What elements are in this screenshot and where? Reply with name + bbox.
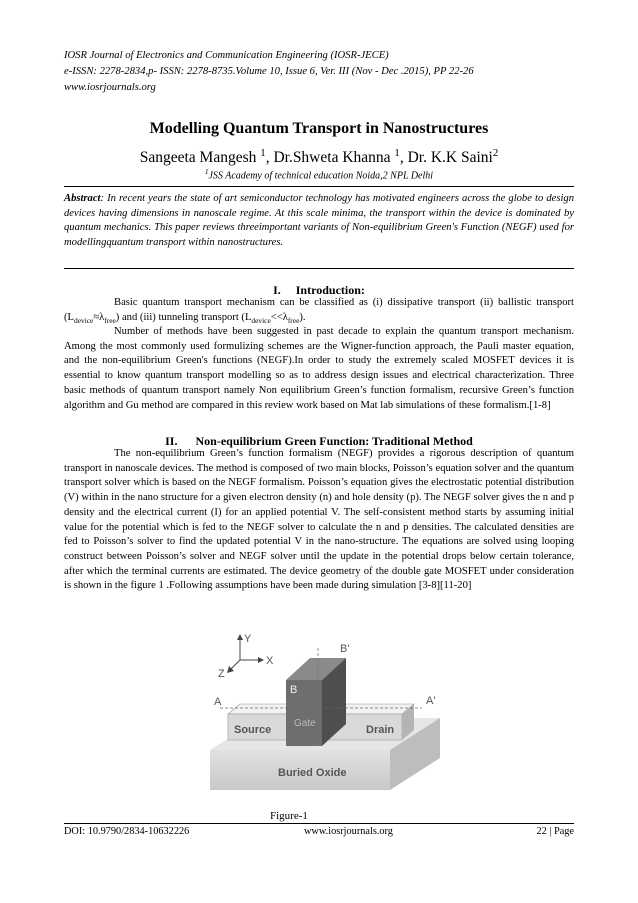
label-b-prime: B' — [340, 643, 350, 655]
label-buried-oxide: Buried Oxide — [278, 767, 347, 779]
axis-label-z: Z — [218, 668, 225, 680]
footer-site[interactable]: www.iosrjournals.org — [304, 826, 393, 837]
journal-issn: e-ISSN: 2278-2834,p- ISSN: 2278-8735.Volume 10, Issue 6, Ver. III (Nov - Dec .2015), PP 22-26 — [64, 66, 474, 77]
axis-label-y: Y — [244, 633, 252, 645]
intro-paragraph-2: Number of methods have been suggested in past decade to explain the quantum transport mechanism. Among the most commonly used formulizing schemes are the Wigner-function approach, the Pauli master equation, and the non-equilibrium Green's functions (NEGF).In order to study the extremely scaled MOSFET devices it is essential to know quantum transport modelling so as to address design issues and electrical characterization. Three basic methods of quantum transport namely Non equilibrium Green’s function formalism, recursive Green’s function algorithm and Gu method are compared in this review work based on Mat lab simulations of these formalism.[1-8] — [64, 326, 574, 411]
label-gate: Gate — [294, 718, 316, 729]
paper-title: Modelling Quantum Transport in Nanostructures — [149, 120, 489, 137]
label-source: Source — [234, 724, 272, 736]
figure-caption: Figure-1 — [270, 810, 308, 822]
abstract-label: Abstract — [64, 193, 101, 204]
axis-label-x: X — [266, 655, 274, 667]
label-b: B — [290, 684, 298, 696]
abstract-bottom-rule — [64, 268, 574, 269]
author-line: Sangeeta Mangesh $^1$, Dr.Shweta Khanna $^1$, Dr. K.K Saini$^2$ — [139, 147, 499, 167]
footer-page: 22 | Page — [536, 826, 574, 837]
footer-rule — [64, 823, 574, 824]
footer-doi: DOI: 10.9790/2834-10632226 — [64, 826, 190, 837]
label-a-prime: A' — [426, 695, 436, 707]
affiliation: $^1$JSS Academy of technical education Noida,2 NPL Delhi — [204, 168, 434, 182]
label-a: A — [214, 696, 222, 708]
negf-paragraph: The non-equilibrium Green’s function formalism (NEGF) provides a rigorous description of quantum transport in nanoscale devices. The method is composed of two main blocks, Poisson’s equation solver and the quantum transport solver which is based on the NEGF formalism. Poisson’s equation gives the electrostatic potential distribution (V) within in the nano structure for a given electron density (n) and hole density (p). The NEGF solver gives the n and p density and the electrical current (I) for an applied potential V. The self-consistent method starts by assuming initial value for the potential which is fed to the NEGF solver to calculate the n and p densities. The calculated densities are fed to Poisson’s solver to find the updated potential V in the nano-structure. The equations are solved using looping construct between Poisson’s solver and NEGF solver until the update in the potential drops below certain tolerance, after which the terminal currents are estimated. The device geometry of the double gate MOSFET under consideration is shown in the figure 1 .Following assumptions have been made during simulation [3-8][11-20] — [64, 448, 574, 592]
intro-paragraph-1: Basic quantum transport mechanism can be classified as (i) dissipative transport (ii) ballistic transport $(L_{device}\approx\lambda_{free})$ and (iii) tunneling transport $(L_{device}<<\lambda_{free})$. — [64, 297, 574, 325]
abstract-top-rule — [64, 186, 574, 187]
section-1-heading: I. Introduction: — [273, 283, 365, 297]
mosfet-figure — [190, 630, 460, 810]
abstract-text: : In recent years the state of art semiconductor technology has motivated engineers across the globe to design devices having dimensions in nanoscale regime. At this scale minima, the transport within the device is dominated by quantum mechanics. This paper reviews threeimportant variants of Non-equilibrium Green's Function (NEGF) used for modellingquantum transport within nanostructures. — [64, 193, 574, 248]
journal-name: IOSR Journal of Electronics and Communication Engineering (IOSR-JECE) — [64, 50, 389, 61]
journal-website[interactable]: www.iosrjournals.org — [64, 82, 156, 93]
section-2-heading: II. Non-equilibrium Green Function: Traditional Method — [165, 434, 473, 448]
abstract — [64, 192, 574, 250]
label-drain: Drain — [366, 724, 395, 736]
